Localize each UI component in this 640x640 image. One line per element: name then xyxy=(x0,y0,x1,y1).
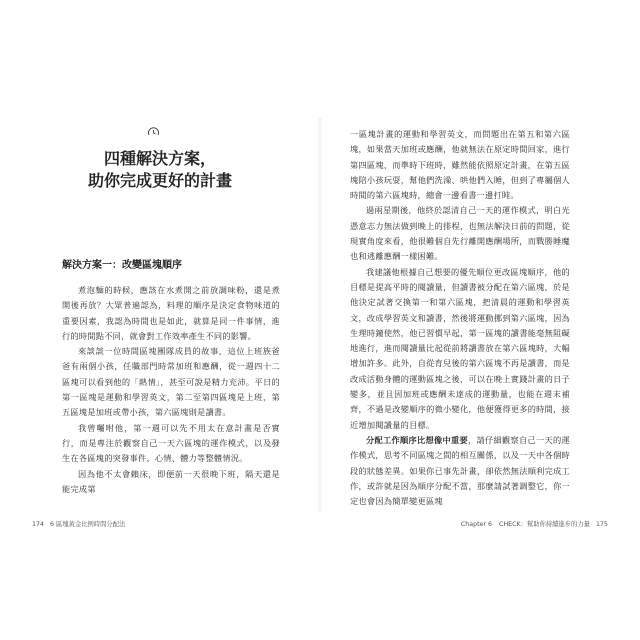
emphasis-phrase: 分配工作順序比想像中重要 xyxy=(366,434,469,445)
clock-icon xyxy=(147,126,160,139)
right-chapter-label: Chapter 6 xyxy=(460,521,493,528)
right-page-footer xyxy=(461,519,612,528)
chapter-title-line-1: 四種解決方案， xyxy=(103,149,216,168)
left-page-footer xyxy=(28,519,125,528)
chapter-title-line-2: 助你完成更好的計畫 xyxy=(87,171,232,190)
right-paragraph: 一區塊計畫的運動和學習英文，而問題出在第五和第六區塊，如果當天加班或應酬，他就無法在原定時間回家，進行第四區塊，而準時下班時，雖然能依照原定計畫，在第五區塊陪小孩玩耍，幫他們洗澡、哄他們入睡，但到了專屬個人時間的第六區塊時，總會一邊看書一邊打盹。 xyxy=(350,129,570,201)
section-heading: 解決方案一：改變區塊順序 xyxy=(62,260,182,271)
chapter-title xyxy=(60,148,260,192)
right-paragraph-emphasis xyxy=(350,433,570,509)
right-paragraph: 我建議他根據自己想要的優先順位更改區塊順序，他的目標是提高平時的閱讀量，但讀書被分配在第六區塊，於是他決定試著交換第一和第六區塊，把清晨的運動和學習英文，改成學習英文和讀書，然後將運動挪到第六區塊，因為生理時鐘使然，他已習慣早起，第一區塊的讀書能毫無阻礙地進行，進而閱讀量比起從前將讀書放在第六區塊時，大幅增加許多。此外，自從育兒後的第六區塊不再是讀書，而是改成活動身體的運動區塊之後，可以在晚上實踐計畫的日子變多，並且因加班或應酬未達成的運動量，也能在週末補齊，不過是改變順序的微小變化，他便獲得更多的時間，接近增加閱讀量的目標。 xyxy=(350,266,570,430)
right-running-title: CHECK：幫助你持續進步的力量 xyxy=(499,521,590,528)
left-paragraph: 我曾囑咐他，第一週可以先不用太在意計畫是否實行，而是專注於觀察自己一天六區塊的運作模式，以及發生在各區塊的突發事件、心情、體力等整體情況。 xyxy=(62,422,280,464)
left-running-title: 6 區塊黃金比例時間分配法 xyxy=(50,521,126,528)
page-gutter-shadow xyxy=(318,118,322,513)
right-page-body xyxy=(350,127,570,509)
left-page-body xyxy=(62,283,280,497)
left-paragraph: 煮泡麵的時候，應該在水煮開之前放調味粉，還是煮開後再放？大眾普遍認為，料理的順序是決定食物味道的重要因素，我認為時間也是如此，就算是同一件事情，進行的時間點不同，就會對工作效率產生不同的影響。 xyxy=(62,285,280,341)
right-paragraph: 過兩星期後，他終於認清自己一天的運作模式，明白光憑意志力無法做到晚上的排程，也無法解決日前的問題，從現實角度來看，他很難個自先行離開應酬場所，而戰勝睡魔也和逃離應酬一樣困難。 xyxy=(350,205,570,262)
left-paragraph: 因為他不太會賴床，即便前一天很晚下班，隔天還是能完成第 xyxy=(62,468,280,494)
right-page-number: 175 xyxy=(595,521,608,528)
left-paragraph: 來談談一位時間區塊團隊成員的故事，這位上班族爸爸有兩個小孩，任職部門時常加班和應酬，從一週四十二區塊可以看到他的「熱情」，甚至可說是精力充沛。平日的第一區塊是運動和學習英文，第二至第四區塊是上班，第五區塊是加班或帶小孩，第六區塊則是讀書。 xyxy=(62,346,280,418)
left-page-number: 174 xyxy=(32,521,45,528)
right-paragraph-rest: ，請仔細觀察自己一天的運作模式，思考不同區塊之間的相互關係，以及一天中各個時段的狀態差異。如果你已事先計畫，卻依然無法順利完成工作，或許就是因為順序分配不當，那麼請試著調整它，你一定也會因為簡單變更區塊 xyxy=(350,434,570,507)
